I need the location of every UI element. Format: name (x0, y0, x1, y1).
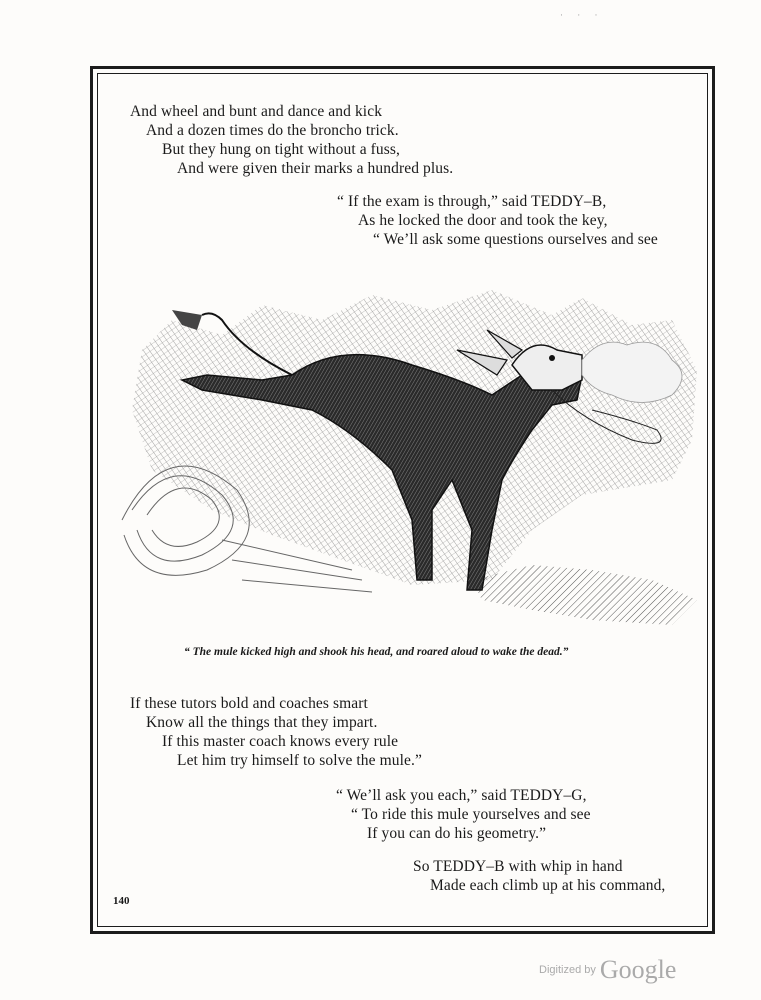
verse-line: But they hung on tight without a fuss, (162, 141, 401, 158)
verse-line: “ We’ll ask some questions ourselves and see (373, 231, 658, 248)
verse-line: Know all the things that they impart. (146, 714, 378, 731)
illustration-caption: “ The mule kicked high and shook his head, and roared aloud to wake the dead.” (184, 646, 569, 658)
mule-illustration (112, 280, 702, 635)
footer-prefix: Digitized by (539, 964, 596, 976)
footer-brand: Google (599, 955, 677, 984)
verse-line: If these tutors bold and coaches smart (130, 695, 368, 712)
verse-line: “ If the exam is through,” said TEDDY–B, (337, 193, 607, 210)
digitized-by-google-watermark (539, 955, 676, 985)
verse-line: If this master coach knows every rule (162, 733, 399, 750)
verse-line: Made each climb up at his command, (430, 877, 666, 894)
verse-line: And wheel and bunt and dance and kick (130, 103, 383, 120)
page-number: 140 (113, 895, 130, 907)
verse-line: “ To ride this mule yourselves and see (351, 806, 591, 823)
scan-specks: · · · (560, 10, 604, 20)
verse-line: Let him try himself to solve the mule.” (177, 752, 422, 769)
verse-line: So TEDDY–B with whip in hand (413, 858, 623, 875)
verse-line: “ We’ll ask you each,” said TEDDY–G, (336, 787, 587, 804)
verse-line: If you can do his geometry.” (367, 825, 547, 842)
verse-line: And a dozen times do the broncho trick. (146, 122, 399, 139)
verse-line: And were given their marks a hundred plus. (177, 160, 454, 177)
verse-line: As he locked the door and took the key, (358, 212, 608, 229)
